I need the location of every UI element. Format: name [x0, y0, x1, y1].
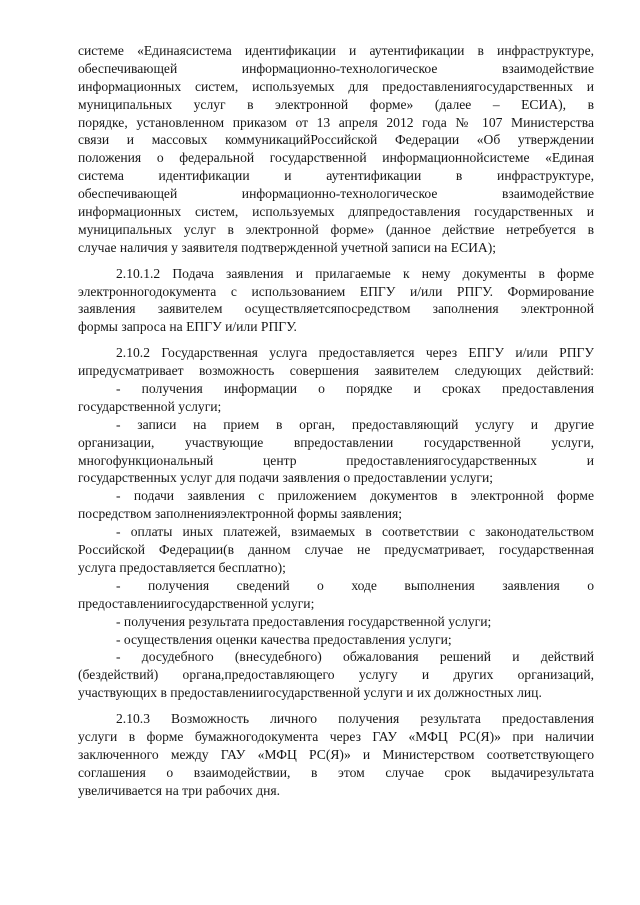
list-item: [78, 577, 594, 613]
text-line: - получения результата предоставления государственной услуги;: [116, 613, 492, 629]
text-line: предоставлениигосударственной услуги;: [78, 595, 315, 611]
paragraph-2-10-3: [78, 710, 594, 799]
document-page: [78, 42, 594, 800]
text-line: государственных услуг для подачи заявления о предоставлении услуги;: [78, 470, 494, 486]
text-line: ипредусматривает возможность совершения заявителем следующих действий:: [78, 363, 594, 379]
list-item: [78, 523, 594, 577]
text-line: - записи на прием в орган, предоставляющий услугу и другие: [116, 416, 594, 432]
text-line: Российской Федерации(в данном случае не предусматривает, государственная: [78, 542, 594, 558]
text-line: - оплаты иных платежей, взимаемых в соответствии с законодательством: [116, 524, 594, 540]
text-line: государственной услуги;: [78, 398, 222, 414]
text-line: (бездействий) органа,предоставляющего услугу и других организаций,: [78, 667, 594, 683]
text-line: - осуществления оценки качества предоставления услуги;: [116, 631, 452, 647]
text-line: участвующих в предоставлениигосударственной услуги и их должностных лиц.: [78, 685, 542, 701]
list-item: [78, 613, 594, 631]
text-line: информационных систем, используемых дляпредоставления государственных и: [78, 204, 594, 220]
text-line: организации, участвующие впредоставлении государственной услуги,: [78, 434, 594, 450]
text-line: случае наличия у заявителя подтвержденной учетной записи на ЕСИА);: [78, 239, 497, 255]
text-line: 2.10.3 Возможность личного получения результата предоставления: [116, 711, 594, 727]
text-line: связи и массовых коммуникацийРоссийской Федерации «Об утверждении: [78, 132, 594, 148]
text-line: система идентификации и аутентификации в инфраструктуре,: [78, 168, 594, 184]
text-line: обеспечивающей информационно-технологическое взаимодействие: [78, 186, 594, 202]
text-line: услуги в форме бумажногодокумента через ГАУ «МФЦ РС(Я)» при наличии: [78, 728, 594, 744]
text-line: - подачи заявления с приложением документов в электронной форме: [116, 488, 594, 504]
text-line: услуга предоставляется бесплатно);: [78, 559, 286, 575]
list-item: [78, 416, 594, 488]
text-line: - досудебного (внесудебного) обжалования решений и действий: [116, 649, 594, 665]
action-list: [78, 380, 594, 702]
text-line: многофункциональный центр предоставлениягосударственных и: [78, 452, 594, 468]
text-line: электронногодокумента с использованием ЕПГУ и/или РПГУ. Формирование: [78, 283, 594, 299]
text-line: обеспечивающей информационно-технологическое взаимодействие: [78, 60, 594, 76]
text-line: - получения сведений о ходе выполнения заявления о: [116, 577, 594, 593]
text-line: информационных систем, используемых для предоставлениягосударственных и: [78, 78, 594, 94]
text-line: увеличивается на три рабочих дня.: [78, 782, 281, 798]
list-item: [78, 380, 594, 416]
text-line: муниципальных услуг в электронной форме» (данное действие нетребуется в: [78, 221, 594, 237]
list-item: [78, 487, 594, 523]
text-line: заключенного между ГАУ «МФЦ РС(Я)» и Министерством соответствующего: [78, 746, 594, 762]
text-line: посредством заполненияэлектронной формы заявления;: [78, 506, 403, 522]
paragraph-esia-registration: [78, 42, 594, 257]
text-line: формы запроса на ЕПГУ и/или РПГУ.: [78, 319, 297, 335]
text-line: заявления заявителем осуществляетсяпосредством заполнения электронной: [78, 301, 594, 317]
list-item: [78, 648, 594, 702]
paragraph-2-10-2: [78, 344, 594, 380]
list-item: [78, 631, 594, 649]
text-line: 2.10.2 Государственная услуга предоставляется через ЕПГУ и/или РПГУ: [116, 345, 594, 361]
text-line: положения о федеральной государственной информационнойсистеме «Единая: [78, 150, 594, 166]
text-line: системе «Единаясистема идентификации и аутентификации в инфраструктуре,: [78, 43, 594, 58]
text-line: соглашения о взаимодействии, в этом случае срок выдачирезультата: [78, 764, 594, 780]
text-line: 2.10.1.2 Подача заявления и прилагаемые к нему документы в форме: [116, 265, 594, 281]
paragraph-2-10-1-2: [78, 265, 594, 337]
text-line: порядке, установленном приказом от 13 апреля 2012 года № 107 Министерства: [78, 114, 594, 130]
text-line: - получения информации о порядке и сроках предоставления: [116, 381, 594, 397]
text-line: муниципальных услуг в электронной форме» (далее – ЕСИА), в: [78, 96, 594, 112]
